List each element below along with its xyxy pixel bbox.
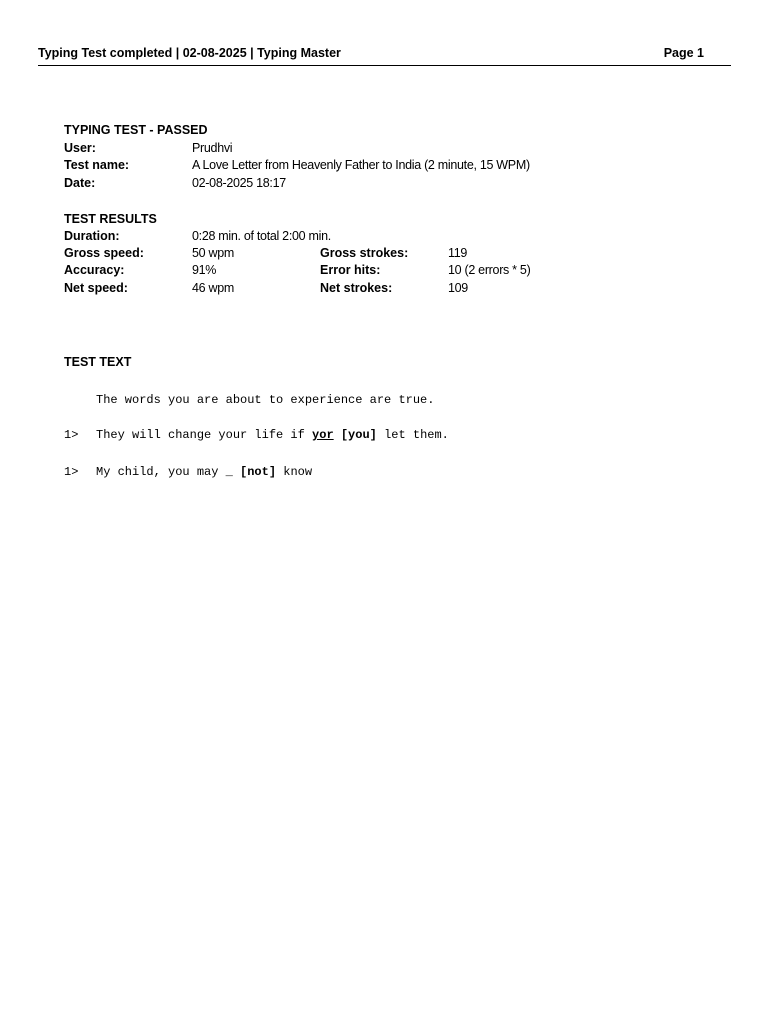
date-value: 02-08-2025 18:17 bbox=[192, 176, 286, 190]
accuracy-label: Accuracy: bbox=[64, 263, 125, 277]
user-value: Prudhvi bbox=[192, 141, 233, 155]
net-speed-value: 46 wpm bbox=[192, 281, 234, 295]
test-text-line bbox=[64, 393, 434, 407]
date-label: Date: bbox=[64, 176, 96, 190]
accuracy-value: 91% bbox=[192, 263, 217, 277]
net-strokes-value: 109 bbox=[448, 281, 468, 295]
gross-strokes-label: Gross strokes: bbox=[320, 246, 409, 260]
error-hits-label: Error hits: bbox=[320, 263, 381, 277]
typing-error: _ bbox=[225, 465, 233, 479]
page-number: Page 1 bbox=[663, 46, 704, 60]
test-name-label: Test name: bbox=[64, 158, 130, 172]
test-text-line bbox=[64, 428, 449, 442]
error-correction: [you] bbox=[340, 428, 377, 442]
gross-speed-value: 50 wpm bbox=[192, 246, 234, 260]
user-label: User: bbox=[64, 141, 96, 155]
net-speed-label: Net speed: bbox=[64, 281, 128, 295]
gross-speed-label: Gross speed: bbox=[64, 246, 144, 260]
line-text: The words you are about to experience are true. bbox=[96, 393, 435, 407]
line-text-after: know bbox=[276, 465, 313, 479]
line-text-before: They will change your life if bbox=[96, 428, 313, 442]
line-text-after: let them. bbox=[376, 428, 449, 442]
header-title: Typing Test completed | 02-08-2025 | Typing Master bbox=[38, 46, 341, 60]
test-results-heading: TEST RESULTS bbox=[64, 212, 157, 226]
error-hits-value: 10 (2 errors * 5) bbox=[448, 263, 531, 277]
net-strokes-label: Net strokes: bbox=[320, 281, 393, 295]
page-header bbox=[38, 45, 731, 66]
typing-error: yor bbox=[312, 428, 334, 442]
duration-value: 0:28 min. of total 2:00 min. bbox=[192, 229, 331, 243]
line-marker: 1> bbox=[64, 465, 79, 479]
line-text-before: My child, you may bbox=[96, 465, 226, 479]
gross-strokes-value: 119 bbox=[448, 246, 468, 260]
duration-label: Duration: bbox=[64, 229, 120, 243]
test-text-heading: TEST TEXT bbox=[64, 355, 132, 369]
test-text-line bbox=[64, 465, 312, 479]
error-correction: [not] bbox=[240, 465, 277, 479]
test-status-heading: TYPING TEST - PASSED bbox=[64, 123, 208, 137]
test-name-value: A Love Letter from Heavenly Father to India (2 minute, 15 WPM) bbox=[192, 158, 530, 172]
line-marker: 1> bbox=[64, 428, 79, 442]
